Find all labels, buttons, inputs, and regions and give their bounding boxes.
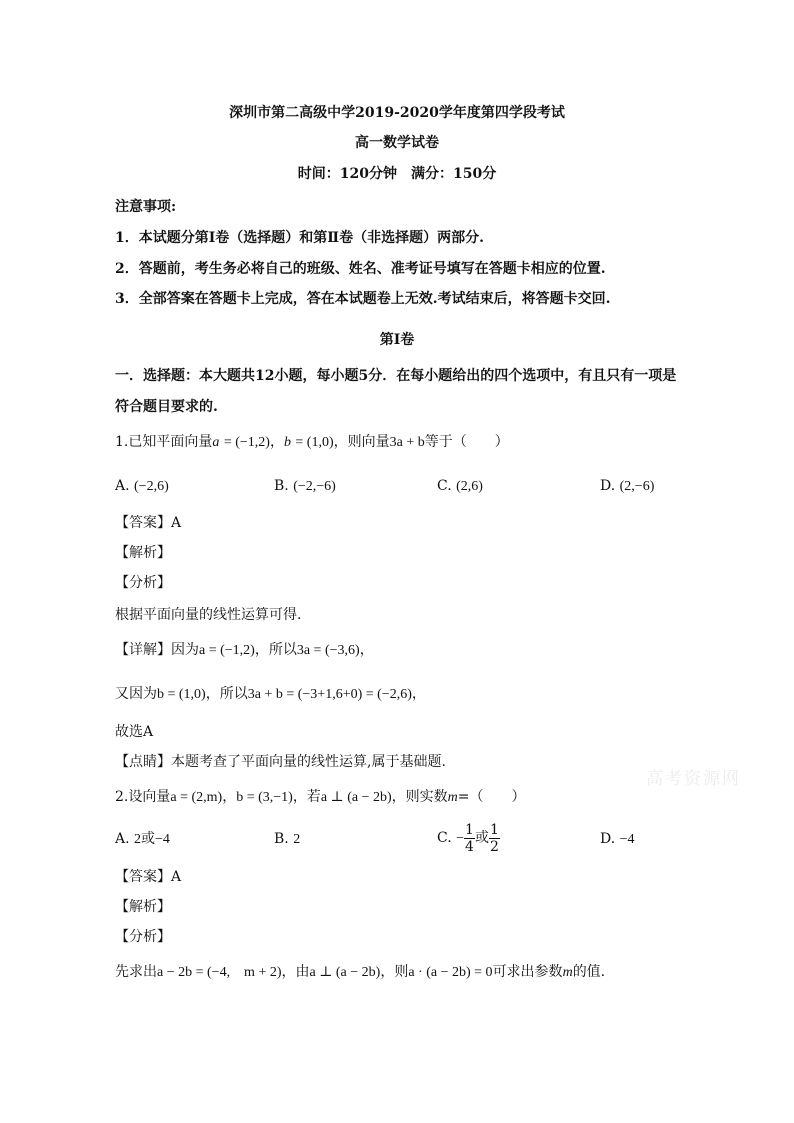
- notes-item-2: 2．答题前，考生务必将自己的班级、姓名、准考证号填写在答题卡相应的位置.: [115, 261, 606, 277]
- option-letter: A.: [115, 478, 130, 494]
- analysis-mid-2: ，则: [380, 964, 409, 980]
- q2-stem: [115, 787, 526, 808]
- q1-option-c: [437, 476, 483, 497]
- option-value: (−2,6): [134, 479, 169, 494]
- detail-expression: 3a + b = (−3+1,6+0) = (−2,6): [247, 687, 412, 702]
- q1-comma: ，: [269, 434, 284, 450]
- option-value: (−2,−6): [293, 479, 336, 494]
- section-intro-line1: 一．选择题：本大题共12小题，每小题5分．在每小题给出的四个选项中，有且只有一项是: [115, 368, 677, 384]
- q2-variable: m: [447, 790, 458, 805]
- detail-vector-a: a = (−1,2): [199, 643, 255, 658]
- q2-comma: ，: [222, 789, 237, 805]
- vector-a-symbol: a: [212, 435, 220, 450]
- notes-item-3: 3．全部答案在答题卡上完成，答在本试题卷上无效.考试结束后，将答题卡交回.: [115, 291, 611, 307]
- q1-fenxi: 【分析】: [115, 575, 171, 591]
- detail-end: ，: [411, 686, 426, 702]
- option-letter: A.: [115, 831, 130, 847]
- q2-stem-mid: ，若: [292, 789, 321, 805]
- option-value: 2: [293, 832, 301, 847]
- notes-item-1: 1．本试题分第Ⅰ卷（选择题）和第Ⅱ卷（非选择题）两部分.: [115, 230, 484, 246]
- analysis-prefix: 先求出: [115, 964, 157, 980]
- q1-option-d: [600, 476, 654, 497]
- detail-vector-b: b = (1,0): [157, 687, 206, 702]
- option-letter: C.: [437, 830, 452, 846]
- q1-stem-mid: ，则向量: [333, 434, 390, 450]
- option-letter: C.: [437, 478, 452, 494]
- q2-stem-suffix: =（ ）: [457, 789, 526, 805]
- option-minus: −: [456, 831, 465, 846]
- q2-fenxi: 【分析】: [115, 929, 171, 945]
- q1-conclusion: 故选A: [115, 724, 154, 740]
- q1-answer: 【答案】A: [115, 515, 182, 531]
- q1-detail-line1: [115, 640, 374, 661]
- q2-option-b: [274, 829, 300, 850]
- option-value: (2,6): [456, 479, 483, 494]
- option-letter: B.: [274, 478, 289, 494]
- fraction-one-half: $\frac{1}{2}$: [489, 821, 499, 855]
- q1-a-value: = (−1,2): [223, 435, 270, 450]
- option-letter: D.: [600, 831, 616, 847]
- analysis-end: 的值.: [572, 964, 606, 980]
- detail-prefix: 又因为: [115, 686, 157, 702]
- option-letter: B.: [274, 831, 289, 847]
- q1-option-b: [274, 476, 336, 497]
- exam-time-info: 时间：120分钟 满分：150分: [297, 166, 497, 182]
- q1-expression: 3a + b: [389, 435, 425, 450]
- q1-stem-suffix: 等于（ ）: [424, 434, 509, 450]
- q1-analysis: 根据平面向量的线性运算可得.: [115, 607, 302, 623]
- option-or: 或: [474, 830, 489, 846]
- q2-a-value: a = (2,m): [170, 790, 223, 805]
- analysis-mid-1: ，由: [281, 964, 310, 980]
- detail-expression: 3a = (−3,6): [296, 643, 360, 658]
- analysis-expression-1: a − 2b = (−4, m + 2): [157, 965, 282, 980]
- detail-prefix: 【详解】因为: [115, 642, 199, 658]
- q2-condition: a ⊥ (a − 2b): [320, 790, 392, 805]
- q1-b-value: = (1,0): [295, 435, 334, 450]
- q2-jiexi: 【解析】: [115, 899, 171, 915]
- q1-option-a: [115, 476, 169, 497]
- q2-answer: 【答案】A: [115, 869, 182, 885]
- vector-b-symbol: b: [283, 435, 291, 450]
- notes-heading: 注意事项:: [115, 199, 177, 215]
- section-title: 第Ⅰ卷: [379, 332, 415, 348]
- q2-analysis: [115, 962, 605, 983]
- watermark-text: 高考资源网: [646, 769, 741, 789]
- q1-stem-prefix: 1.已知平面向量: [115, 434, 213, 450]
- q1-jiexi: 【解析】: [115, 545, 171, 561]
- q2-stem-prefix: 2.设向量: [115, 789, 171, 805]
- q2-option-c: [437, 818, 500, 859]
- option-value: −4: [619, 832, 635, 847]
- q1-stem: [115, 432, 509, 453]
- q2-stem-mid2: ，则实数: [391, 789, 448, 805]
- exam-title: 深圳市第二高级中学2019-2020学年度第四学段考试: [229, 105, 565, 121]
- analysis-variable: m: [562, 965, 573, 980]
- option-value: (2,−6): [619, 479, 655, 494]
- q1-detail-line2: [115, 684, 426, 705]
- q2-option-d: [600, 829, 635, 850]
- detail-end: ，: [359, 642, 374, 658]
- analysis-expression-2: a ⊥ (a − 2b): [309, 965, 381, 980]
- q2-option-a: [115, 829, 170, 850]
- option-letter: D.: [600, 478, 616, 494]
- q1-comment: 【点睛】本题考查了平面向量的线性运算,属于基础题.: [115, 754, 446, 770]
- detail-mid: ，所以: [254, 642, 297, 658]
- detail-mid: ，所以: [205, 686, 248, 702]
- fraction-one-quarter: $\frac{1}{4}$: [465, 821, 474, 855]
- section-intro-line2: 符合题目要求的.: [115, 399, 218, 415]
- analysis-expression-3: a · (a − 2b) = 0: [408, 965, 493, 980]
- q2-b-value: b = (3,−1): [236, 790, 293, 805]
- analysis-mid-3: 可求出参数: [492, 964, 563, 980]
- exam-subtitle: 高一数学试卷: [355, 135, 439, 151]
- option-value: 2或−4: [134, 832, 170, 847]
